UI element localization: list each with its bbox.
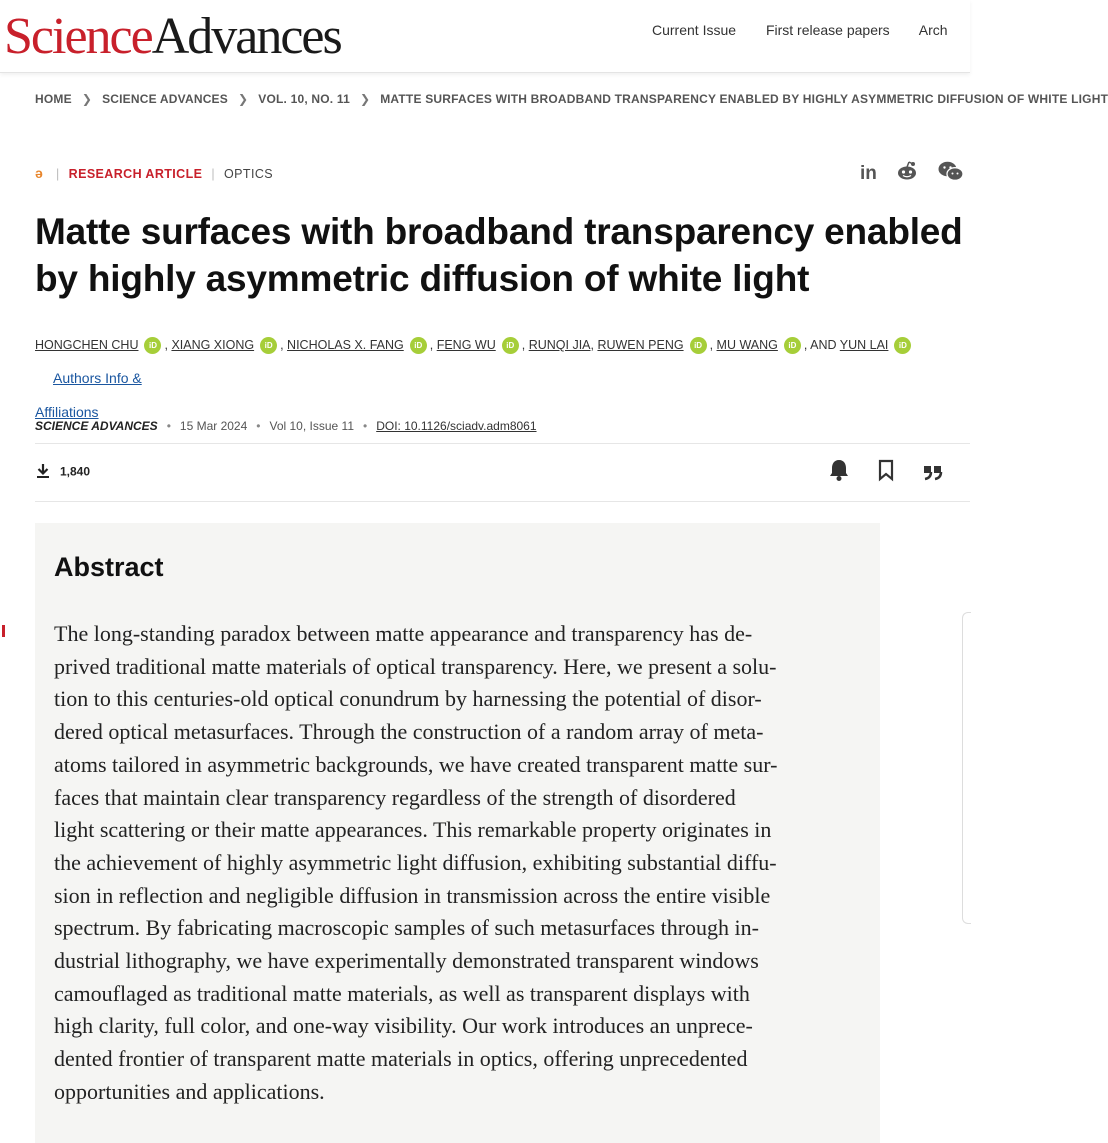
abstract-line: dustrial lithography, we have experimentally demonstrated transparent windows	[54, 948, 759, 974]
orcid-icon[interactable]: iD	[410, 337, 427, 354]
abstract-line: sion in reflection and negligible diffusion in transmission across the entire visible	[54, 882, 771, 908]
site-header	[0, 0, 970, 73]
author-link[interactable]: HONGCHEN CHU	[35, 338, 139, 352]
article-title	[35, 208, 970, 302]
article-tools	[828, 458, 966, 488]
author-link[interactable]: FENG WU	[436, 338, 496, 352]
open-access-icon: ə	[35, 165, 44, 181]
chevron-right-icon: ❯	[359, 92, 371, 106]
article-meta-row	[35, 165, 273, 181]
author-list: HONGCHEN CHU iD , XIANG XIONG iD , NICHOLAS X. FANG iD , FENG WU iD , RUNQI JIA, RUWEN PENG iD , MU WANG iD , AND YUN LAI iD Authors Info & Affiliations	[35, 329, 965, 430]
share-icons	[860, 161, 979, 187]
download-count	[35, 463, 90, 482]
author-link[interactable]: NICHOLAS X. FANG	[287, 338, 404, 352]
article-type: RESEARCH ARTICLE	[68, 167, 203, 181]
divider: |	[56, 167, 60, 181]
author-link[interactable]: RUWEN PENG	[597, 338, 684, 352]
top-nav	[652, 22, 974, 38]
author-link[interactable]: MU WANG	[716, 338, 778, 352]
breadcrumb-article: MATTE SURFACES WITH BROADBAND TRANSPARENCY ENABLED BY HIGHLY ASYMMETRIC DIFFUSION OF WHITE LIGHT	[380, 92, 1108, 106]
bookmark-icon[interactable]	[877, 459, 895, 487]
breadcrumb-journal[interactable]: SCIENCE ADVANCES	[102, 92, 228, 106]
bell-icon[interactable]	[828, 458, 850, 488]
abstract-body	[54, 618, 864, 1109]
abstract-line: dered optical metasurfaces. Through the construction of a random array of meta-	[54, 719, 764, 745]
breadcrumb	[35, 92, 1108, 110]
logo-advances-text: Advances	[151, 8, 341, 65]
authors-info-link[interactable]: Authors Info &	[53, 370, 142, 386]
nav-current-issue[interactable]: Current Issue	[652, 22, 737, 38]
separator-dot: •	[166, 419, 171, 433]
abstract-line: faces that maintain clear transparency regardless of the strength of disordered	[54, 784, 736, 810]
abstract-heading: Abstract	[54, 552, 164, 582]
abstract-line: dented frontier of transparent matte materials in optics, offering unprecedented	[54, 1046, 748, 1072]
and-text: , AND	[803, 338, 837, 352]
orcid-icon[interactable]: iD	[894, 337, 911, 354]
abstract-line: atoms tailored in asymmetric backgrounds, we have created transparent matte sur-	[54, 751, 778, 777]
chevron-right-icon: ❯	[81, 92, 93, 106]
separator-dot: •	[256, 419, 261, 433]
volume-issue[interactable]: Vol 10, Issue 11	[269, 419, 354, 433]
divider	[35, 443, 970, 444]
abstract-section	[35, 523, 880, 1143]
abstract-line: high clarity, full color, and one-way visibility. Our work introduces an unprece-	[54, 1013, 753, 1039]
journal-name[interactable]: SCIENCE ADVANCES	[35, 419, 158, 433]
orcid-icon[interactable]: iD	[144, 337, 161, 354]
abstract-line: spectrum. By fabricating macroscopic samples of such metasurfaces through in-	[54, 915, 759, 941]
nav-first-release[interactable]: First release papers	[765, 22, 890, 38]
abstract-line: The long-standing paradox between matte appearance and transparency has de-	[54, 621, 753, 646]
nav-archive[interactable]: Arch	[918, 22, 948, 38]
orcid-icon[interactable]: iD	[784, 337, 801, 354]
article-subject[interactable]: OPTICS	[224, 167, 273, 181]
breadcrumb-home[interactable]: HOME	[35, 92, 72, 106]
abstract-line: light scattering or their matte appearances. This remarkable property originates in	[54, 817, 772, 843]
separator-dot: •	[363, 419, 368, 433]
affiliations-link[interactable]: Affiliations	[35, 404, 99, 420]
download-number: 1,840	[60, 464, 91, 479]
chevron-right-icon: ❯	[237, 92, 249, 106]
wechat-icon[interactable]	[938, 161, 964, 187]
divider	[35, 501, 970, 502]
abstract-line: camouflaged as traditional matte materials, as well as transparent displays with	[54, 980, 750, 1006]
publication-date: 15 Mar 2024	[179, 419, 248, 433]
journal-logo[interactable]	[4, 6, 341, 68]
doi-link[interactable]: DOI: 10.1126/sciadv.adm8061	[376, 419, 537, 433]
orcid-icon[interactable]: iD	[260, 337, 277, 354]
quote-icon[interactable]	[923, 460, 943, 486]
title-line-1: Matte surfaces with broadband transparency enabled	[35, 211, 963, 252]
orcid-icon[interactable]: iD	[690, 337, 707, 354]
download-icon	[35, 463, 51, 482]
abstract-line: opportunities and applications.	[54, 1078, 325, 1104]
reddit-icon[interactable]	[896, 161, 918, 187]
title-line-2: by highly asymmetric diffusion of white light	[35, 258, 810, 299]
scroll-marker	[2, 625, 5, 637]
abstract-line: tion to this centuries-old optical conundrum by harnessing the potential of disor-	[54, 686, 762, 712]
citation-line	[35, 419, 537, 433]
divider: |	[211, 167, 216, 181]
side-panel-tab[interactable]	[962, 612, 971, 924]
linkedin-icon[interactable]: in	[860, 163, 877, 184]
author-link[interactable]: YUN LAI	[839, 338, 889, 352]
logo-science-text: Science	[4, 8, 152, 65]
breadcrumb-issue[interactable]: VOL. 10, NO. 11	[258, 92, 350, 106]
author-link[interactable]: XIANG XIONG	[171, 338, 255, 352]
abstract-line: prived traditional matte materials of optical transparency. Here, we present a solu-	[54, 653, 777, 679]
abstract-line: the achievement of highly asymmetric light diffusion, exhibiting substantial diffu-	[54, 849, 777, 875]
orcid-icon[interactable]: iD	[502, 337, 519, 354]
author-link[interactable]: RUNQI JIA	[528, 338, 591, 352]
